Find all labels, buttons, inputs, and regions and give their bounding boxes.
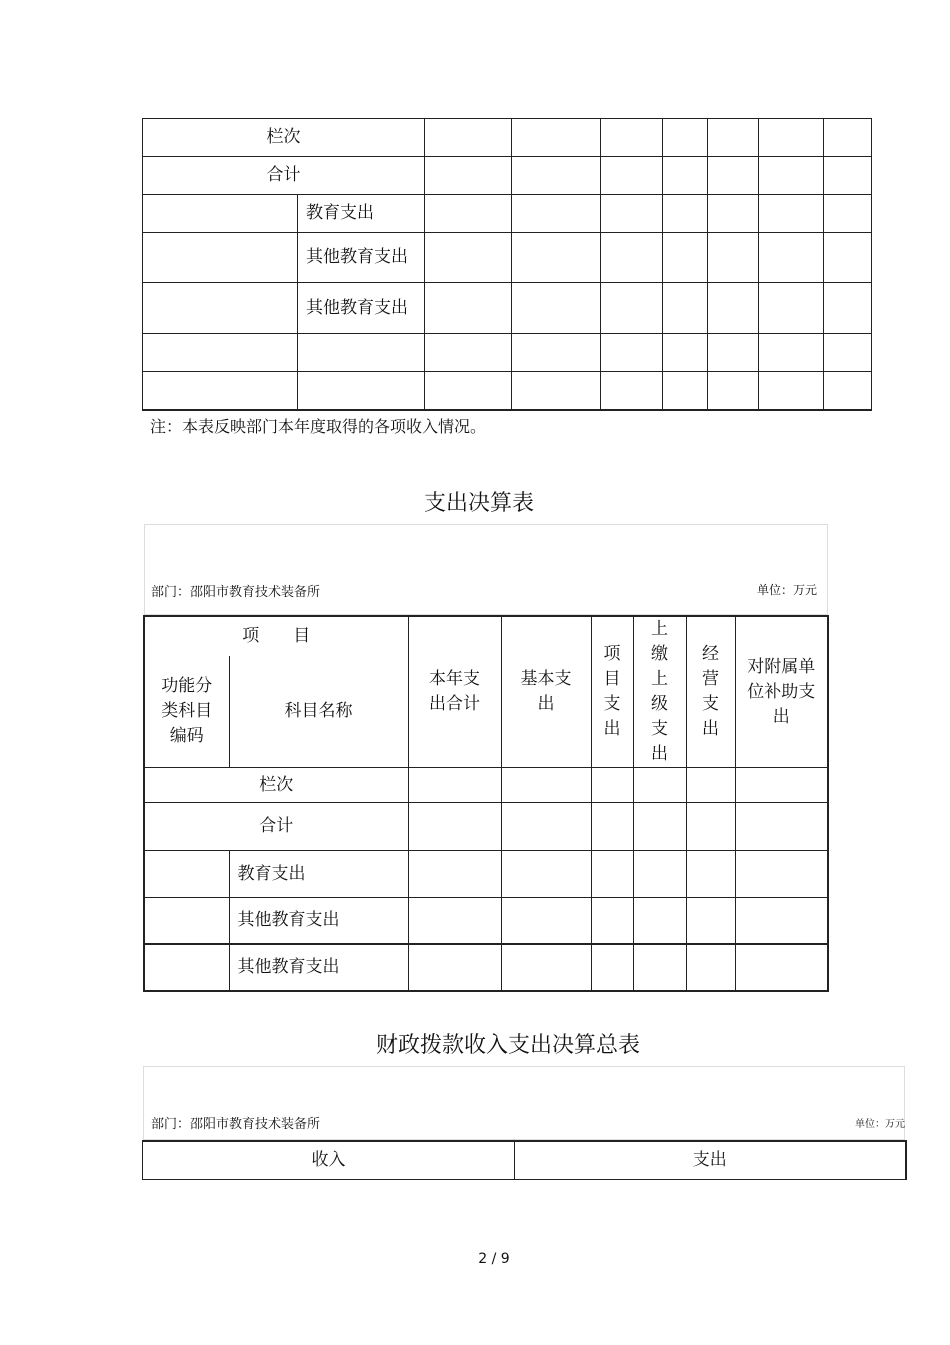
income-header: 收入 xyxy=(143,1141,515,1179)
table-row xyxy=(143,334,872,372)
fiscal-title: 财政拨款收入支出决算总表 xyxy=(375,1033,640,1058)
table-row xyxy=(144,768,828,803)
table-row xyxy=(143,195,872,233)
header-basic: 基本支出 xyxy=(501,616,591,768)
row-label: 栏次 xyxy=(143,119,425,157)
header-name: 科目名称 xyxy=(229,656,408,767)
header-total: 本年支出合计 xyxy=(408,616,501,768)
header-business: 经营支出 xyxy=(686,616,735,768)
header-item: 项 目 xyxy=(144,616,408,656)
subject-name: 教育支出 xyxy=(229,851,408,898)
unit-label: 单位：万元 xyxy=(855,1119,905,1130)
unit-label: 单位：万元 xyxy=(757,583,818,597)
table-note: 注：本表反映部门本年度取得的各项收入情况。 xyxy=(150,417,487,436)
table-row xyxy=(143,283,872,334)
table-row xyxy=(144,898,828,944)
table-row xyxy=(143,119,872,157)
expenditure-table xyxy=(143,615,829,992)
table-row xyxy=(143,233,872,283)
table-row xyxy=(143,157,872,195)
expenditure-title: 支出决算表 xyxy=(423,491,534,516)
expenditure-header-box xyxy=(144,524,828,615)
header-project: 项目支出 xyxy=(591,616,633,768)
table-row xyxy=(144,944,828,991)
row-label: 合计 xyxy=(143,157,425,195)
subject-name: 其他教育支出 xyxy=(298,233,425,283)
subject-name: 其他教育支出 xyxy=(229,944,408,991)
row-label: 合计 xyxy=(144,803,408,851)
page-number: 2 / 9 xyxy=(478,1251,510,1267)
header-subsidy: 对附属单位补助支出 xyxy=(735,616,828,768)
income-table-continued xyxy=(142,118,872,411)
subject-name: 其他教育支出 xyxy=(229,898,408,944)
row-label: 栏次 xyxy=(144,768,408,803)
expense-header: 支出 xyxy=(515,1141,906,1179)
fiscal-summary-table xyxy=(142,1140,907,1180)
table-row xyxy=(144,851,828,898)
table-row xyxy=(143,372,872,410)
header-code: 功能分类科目编码 xyxy=(144,656,229,767)
table-row xyxy=(144,803,828,851)
department-label: 部门：邵阳市教育技术装备所 xyxy=(151,585,321,600)
department-label: 部门：邵阳市教育技术装备所 xyxy=(151,1117,321,1132)
header-remit: 上缴上级支出 xyxy=(633,616,686,768)
subject-name: 其他教育支出 xyxy=(298,283,425,334)
subject-name: 教育支出 xyxy=(298,195,425,233)
